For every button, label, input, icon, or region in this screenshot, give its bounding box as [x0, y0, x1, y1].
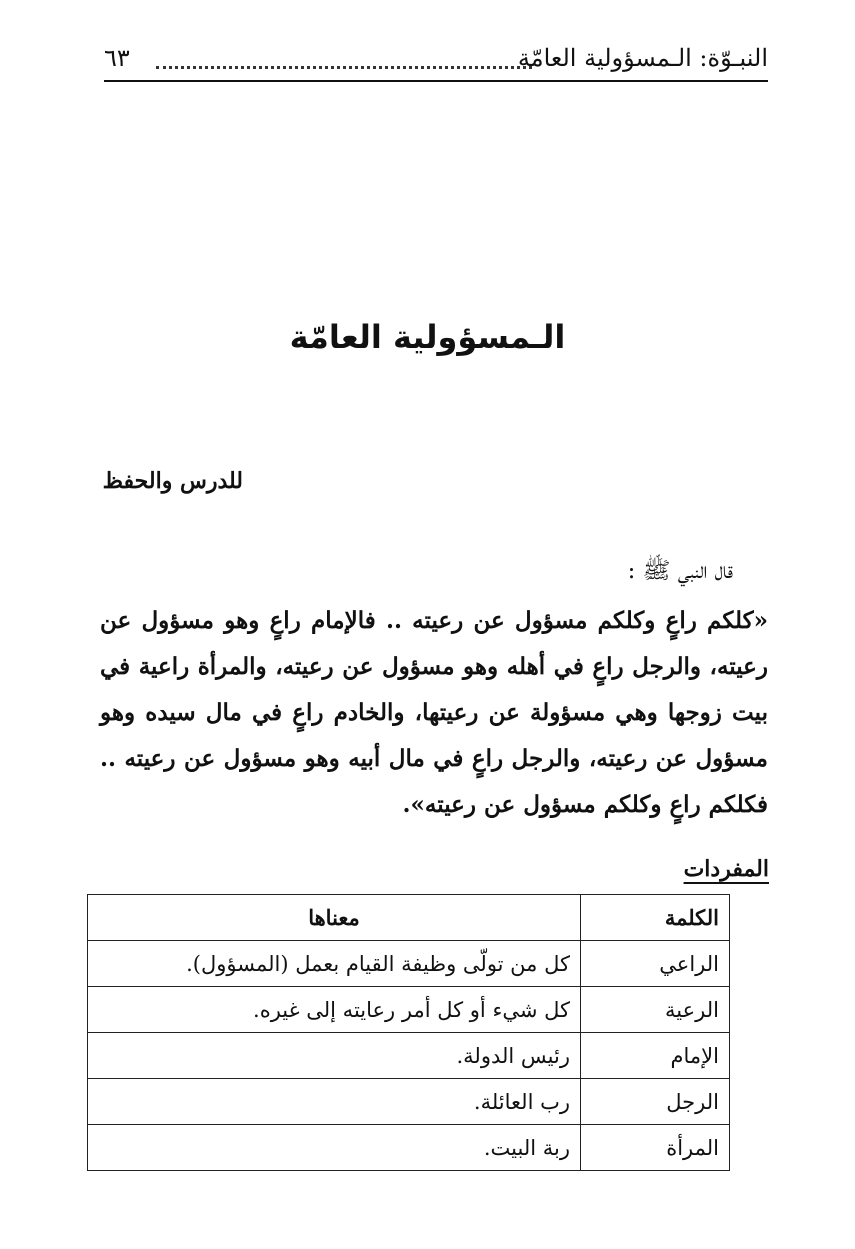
table-row: [88, 1079, 730, 1125]
chapter-title: الـمسؤولية العامّة: [289, 318, 566, 356]
header-dot-leader: [156, 66, 532, 69]
running-header: [104, 40, 768, 82]
vocab-word: الإمام: [581, 1033, 730, 1079]
vocab-meaning: ربة البيت.: [88, 1125, 581, 1171]
hadith-text: «كلكم راعٍ وكلكم مسؤول عن رعيته .. فالإمام راعٍ وهو مسؤول عن رعيته، والرجل راعٍ في أهله وهو مسؤول عن رعيته، والمرأة راعية في بيت زوجها وهي مسؤولة عن رعيتها، والخادم راعٍ في مال سيده وهو مسؤول عن رعيته، والرجل راعٍ في مال أبيه وهو مسؤول عن رعيته .. فكلكم راعٍ وكلكم مسؤول عن رعيته».: [100, 607, 768, 818]
column-header-word: الكلمة: [581, 895, 730, 941]
page-number: ٦٣: [104, 44, 130, 72]
hadith-intro: قال النبي ﷺ :: [627, 558, 733, 584]
section-subtitle: للدرس والحفظ: [102, 468, 243, 494]
table-header-row: [88, 895, 730, 941]
vocab-word: الرعية: [581, 987, 730, 1033]
vocab-meaning: كل من تولّى وظيفة القيام بعمل (المسؤول).: [88, 941, 581, 987]
table-row: [88, 941, 730, 987]
vocab-word: المرأة: [581, 1125, 730, 1171]
vocabulary-heading: المفردات: [683, 856, 769, 882]
table-row: [88, 1125, 730, 1171]
running-header-title: النبـوّة: الـمسؤولية العامّة: [517, 44, 768, 72]
vocab-word: الراعي: [581, 941, 730, 987]
vocab-word: الرجل: [581, 1079, 730, 1125]
column-header-meaning: معناها: [88, 895, 581, 941]
vocabulary-table: [87, 894, 730, 1171]
table-row: [88, 1033, 730, 1079]
table-row: [88, 987, 730, 1033]
vocab-meaning: كل شيء أو كل أمر رعايته إلى غيره.: [88, 987, 581, 1033]
vocab-meaning: رئيس الدولة.: [88, 1033, 581, 1079]
vocab-meaning: رب العائلة.: [88, 1079, 581, 1125]
